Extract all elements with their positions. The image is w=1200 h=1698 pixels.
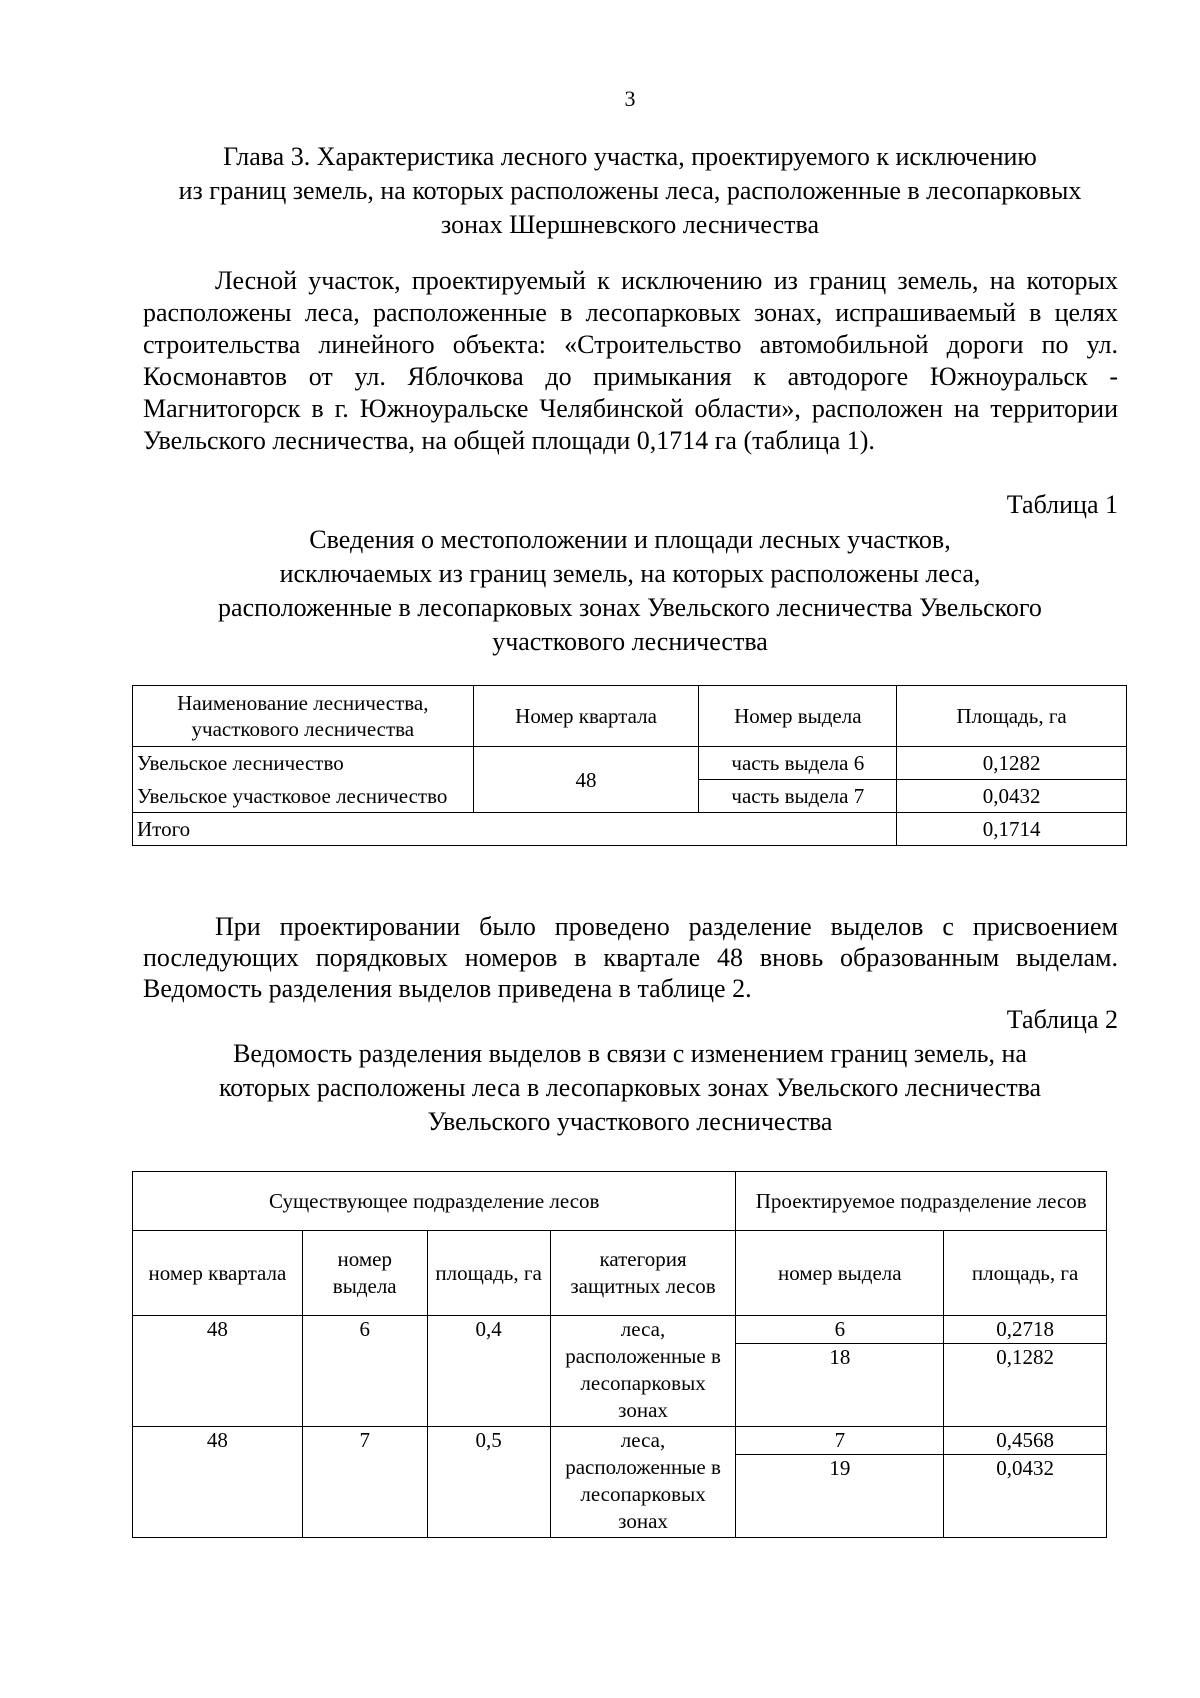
quarter-cell: 48 xyxy=(133,1427,303,1538)
table-group-header-row xyxy=(133,1172,1107,1231)
new-area-cell: 0,4568 xyxy=(944,1427,1107,1455)
header-new-vydel: номер выдела xyxy=(736,1231,944,1316)
table-row xyxy=(133,1316,1107,1344)
vydel-cell: 6 xyxy=(302,1316,427,1427)
new-vydel-cell: 7 xyxy=(736,1427,944,1455)
table1-caption: Таблица 1 xyxy=(1006,490,1118,519)
header-quarter: номер квартала xyxy=(133,1231,303,1316)
table1-title-line: исключаемых из границ земель, на которых расположены леса, xyxy=(279,559,981,588)
intro-paragraph: Лесной участок, проектируемый к исключению из границ земель, на которых расположены леса, расположенные в лесопарковых зонах, испрашиваемый в целях строительства линейного объекта: «Строительство автомобильной дороги по ул. Космонавтов от ул. Яблочкова до примыкания к автодороге Южноуральск - Магнитогорск в г. Южноуральске Челябинской области», расположен на территории Увельского лесничества, на общей площади 0,1714 га (таблица 1). xyxy=(143,266,1118,455)
vydel-cell: часть выдела 7 xyxy=(699,780,897,813)
header-area: площадь, га xyxy=(427,1231,550,1316)
table2-caption: Таблица 2 xyxy=(1006,1005,1118,1034)
forestry-name: Увельское лесничество xyxy=(133,747,474,780)
table1-title-line: участкового лесничества xyxy=(492,627,768,656)
header-vydel: Номер выдела xyxy=(699,686,897,747)
header-vydel: номер выдела xyxy=(302,1231,427,1316)
chapter-title-line: зонах Шершневского лесничества xyxy=(441,210,819,239)
group-existing: Существующее подразделение лесов xyxy=(133,1172,736,1231)
header-new-area: площадь, га xyxy=(944,1231,1107,1316)
district-forestry-name: Увельское участковое лесничество xyxy=(133,780,474,813)
table-row xyxy=(133,747,1127,780)
header-area: Площадь, га xyxy=(897,686,1127,747)
chapter-title xyxy=(130,140,1130,242)
new-area-cell: 0,1282 xyxy=(944,1344,1107,1427)
new-area-cell: 0,2718 xyxy=(944,1316,1107,1344)
new-area-cell: 0,0432 xyxy=(944,1455,1107,1538)
header-forestry: Наименование лесничества, участкового лесничества xyxy=(133,686,474,747)
quarter-cell: 48 xyxy=(133,1316,303,1427)
vydel-division-table xyxy=(132,1171,1107,1538)
table-header-row xyxy=(133,1231,1107,1316)
table-row xyxy=(133,1427,1107,1455)
new-vydel-cell: 18 xyxy=(736,1344,944,1427)
area-cell: 0,1282 xyxy=(897,747,1127,780)
division-paragraph: При проектировании было проведено разделение выделов с присвоением последующих порядковых номеров в квартале 48 вновь образованным выделам. Ведомость разделения выделов приведена в таблице 2. xyxy=(143,912,1118,1003)
table1-title-line: расположенные в лесопарковых зонах Увельского лесничества Увельского xyxy=(218,593,1042,622)
category-cell: леса, расположенные в лесопарковых зонах xyxy=(550,1427,736,1538)
table2-title-line: Увельского участкового лесничества xyxy=(427,1107,833,1136)
chapter-title-line: из границ земель, на которых расположены леса, расположенные в лесопарковых xyxy=(178,176,1082,205)
table1-title-line: Сведения о местоположении и площади лесных участков, xyxy=(309,525,951,554)
quarter-number: 48 xyxy=(473,747,699,813)
category-cell: леса, расположенные в лесопарковых зонах xyxy=(550,1316,736,1427)
area-cell: 0,4 xyxy=(427,1316,550,1427)
total-row xyxy=(133,813,1127,846)
total-label: Итого xyxy=(133,813,897,846)
area-cell: 0,5 xyxy=(427,1427,550,1538)
vydel-cell: 7 xyxy=(302,1427,427,1538)
page-number: 3 xyxy=(624,86,636,111)
forest-plots-table xyxy=(132,685,1127,846)
header-quarter: Номер квартала xyxy=(473,686,699,747)
new-vydel-cell: 19 xyxy=(736,1455,944,1538)
table1-title xyxy=(130,523,1130,659)
table2-title-line: Ведомость разделения выделов в связи с изменением границ земель, на xyxy=(233,1039,1027,1068)
new-vydel-cell: 6 xyxy=(736,1316,944,1344)
table2-title-line: которых расположены леса в лесопарковых зонах Увельского лесничества xyxy=(218,1073,1042,1102)
table2-title xyxy=(130,1037,1130,1139)
chapter-title-line: Глава 3. Характеристика лесного участка, проектируемого к исключению xyxy=(223,142,1037,171)
vydel-cell: часть выдела 6 xyxy=(699,747,897,780)
header-category: категория защитных лесов xyxy=(550,1231,736,1316)
area-cell: 0,0432 xyxy=(897,780,1127,813)
total-area: 0,1714 xyxy=(897,813,1127,846)
table-header-row xyxy=(133,686,1127,747)
group-projected: Проектируемое подразделение лесов xyxy=(736,1172,1107,1231)
